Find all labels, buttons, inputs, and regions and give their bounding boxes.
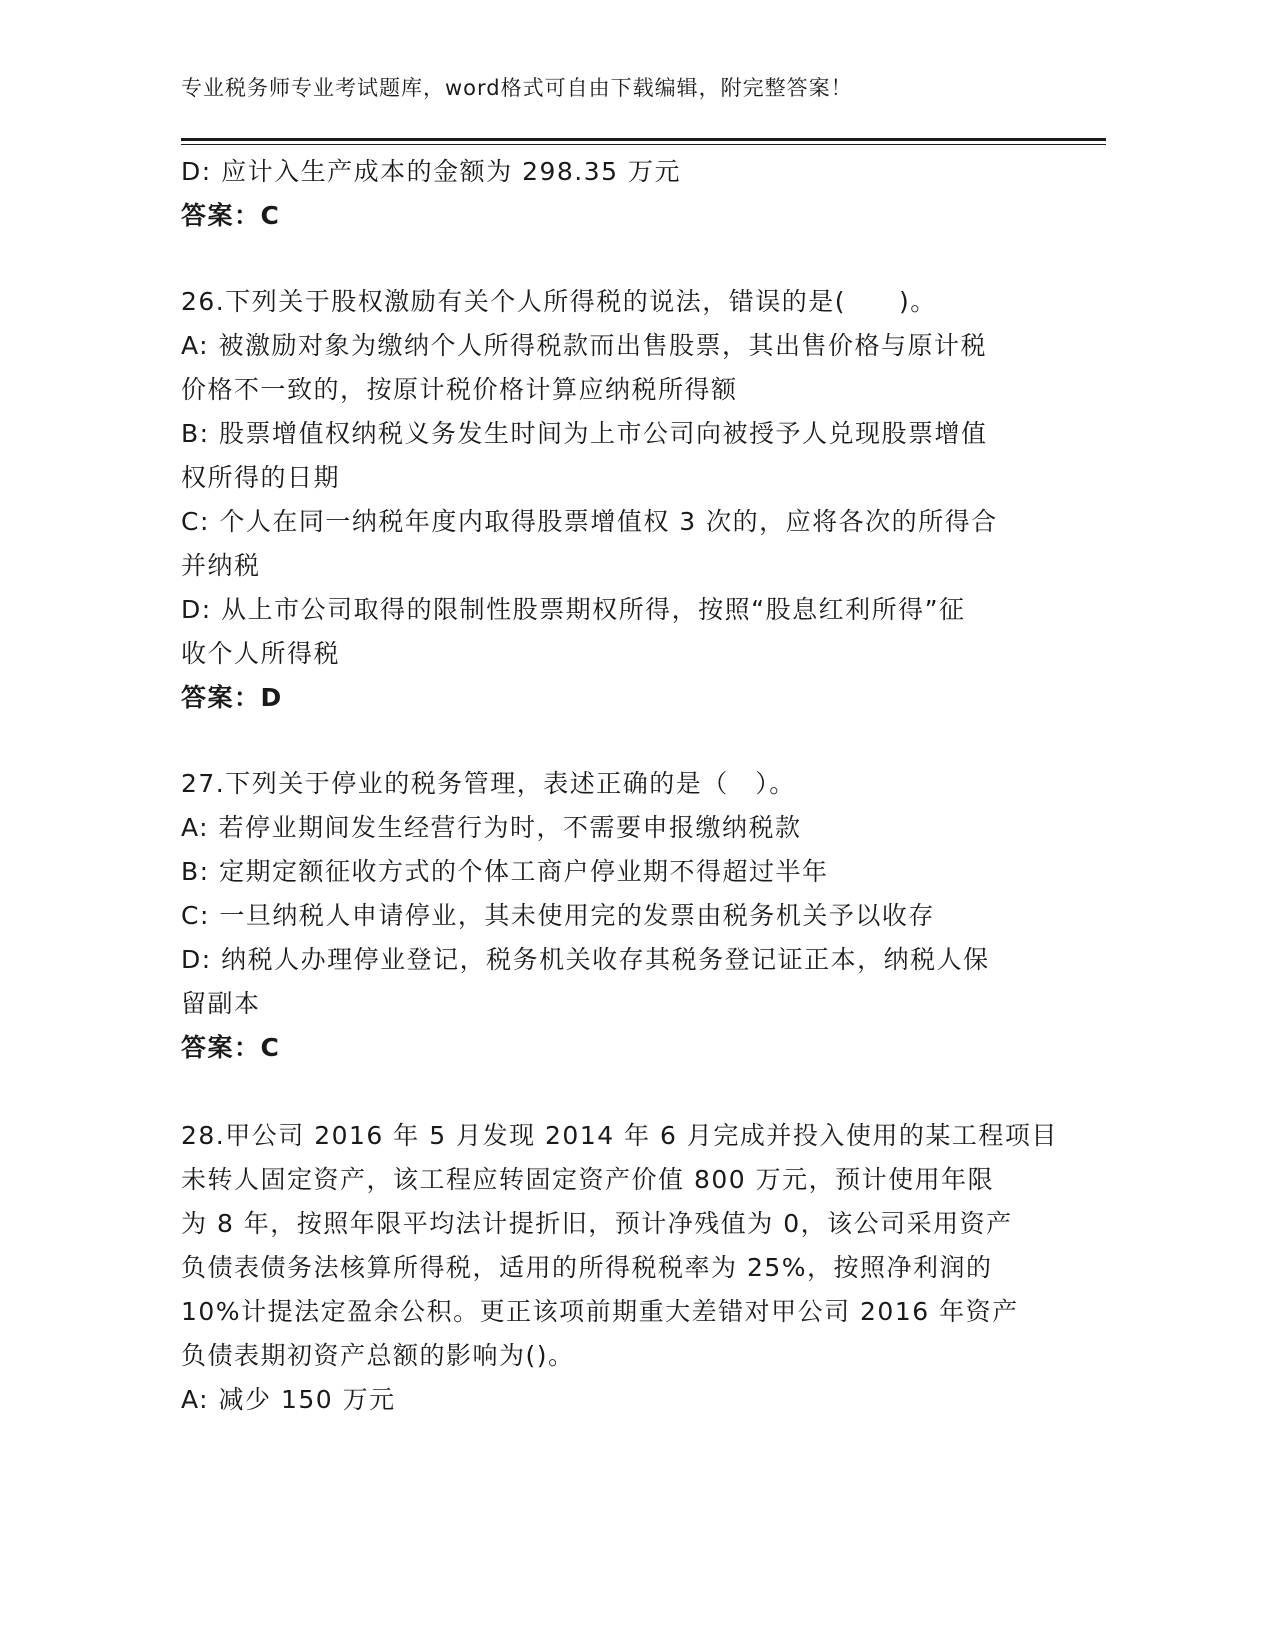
question-25-tail <box>181 150 1041 238</box>
document-body <box>181 150 1058 1422</box>
answer-line: 答案：C <box>181 1033 281 1062</box>
question-stem: 26.下列关于股权激励有关个人所得税的说法，错误的是( )。 <box>181 287 937 316</box>
question-26 <box>181 280 1041 720</box>
question-28 <box>181 1114 1058 1422</box>
question-27 <box>181 762 1041 1070</box>
option-b: B: 股票增值权纳税义务发生时间为上市公司向被授予人兑现股票增值 <box>181 419 988 448</box>
answer-line: 答案：D <box>181 683 283 712</box>
option-d: D: 应计入生产成本的金额为 298.35 万元 <box>181 157 681 186</box>
spacer <box>181 238 1041 280</box>
page-header: 专业税务师专业考试题库，word格式可自由下载编辑，附完整答案！ <box>181 76 853 100</box>
question-stem-continued: 负债表期初资产总额的影响为()。 <box>181 1341 575 1370</box>
option-a: A: 被激励对象为缴纳个人所得税款而出售股票，其出售价格与原计税 <box>181 331 988 360</box>
question-stem: 27.下列关于停业的税务管理，表述正确的是（ ）。 <box>181 769 796 798</box>
header-divider <box>181 138 1106 148</box>
option-b-continued: 权所得的日期 <box>181 463 341 492</box>
option-a-continued: 价格不一致的，按原计税价格计算应纳税所得额 <box>181 375 738 404</box>
spacer <box>181 1070 1041 1114</box>
option-a: A: 减少 150 万元 <box>181 1385 396 1414</box>
option-c-continued: 并纳税 <box>181 551 261 580</box>
option-d: D: 纳税人办理停业登记，税务机关收存其税务登记证正本，纳税人保 <box>181 945 990 974</box>
spacer <box>181 720 1041 762</box>
question-stem-continued: 10%计提法定盈余公积。更正该项前期重大差错对甲公司 2016 年资产 <box>181 1297 1019 1326</box>
question-stem-continued: 负债表债务法核算所得税，适用的所得税税率为 25%，按照净利润的 <box>181 1253 993 1282</box>
option-d-continued: 收个人所得税 <box>181 639 341 668</box>
question-stem-continued: 未转人固定资产，该工程应转固定资产价值 800 万元，预计使用年限 <box>181 1165 995 1194</box>
option-b: B: 定期定额征收方式的个体工商户停业期不得超过半年 <box>181 857 829 886</box>
answer-line: 答案：C <box>181 201 281 230</box>
option-c: C: 一旦纳税人申请停业，其未使用完的发票由税务机关予以收存 <box>181 901 935 930</box>
header-divider-thin <box>181 144 1106 145</box>
option-d: D: 从上市公司取得的限制性股票期权所得，按照“股息红利所得”征 <box>181 595 966 624</box>
option-d-continued: 留副本 <box>181 989 261 1018</box>
option-a: A: 若停业期间发生经营行为时，不需要申报缴纳税款 <box>181 813 802 842</box>
question-stem-continued: 为 8 年，按照年限平均法计提折旧，预计净残值为 0，该公司采用资产 <box>181 1209 1013 1238</box>
option-c: C: 个人在同一纳税年度内取得股票增值权 3 次的，应将各次的所得合 <box>181 507 998 536</box>
header-divider-thick <box>181 138 1106 141</box>
question-stem: 28.甲公司 2016 年 5 月发现 2014 年 6 月完成并投入使用的某工程项目 <box>181 1121 1058 1150</box>
